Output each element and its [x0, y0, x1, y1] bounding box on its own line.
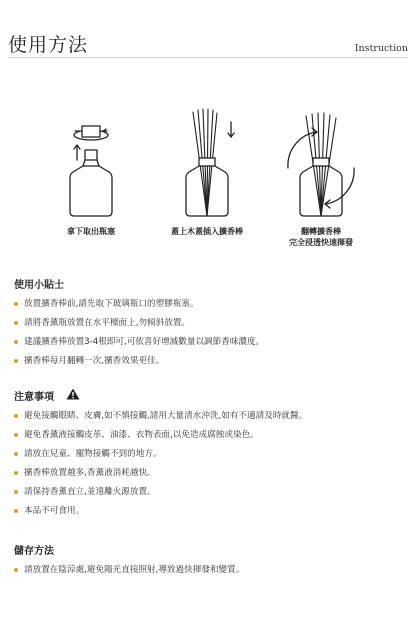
list-item: 請放置在陰涼處,避免陽光直接照射,導致過快揮發和變質。 [14, 564, 406, 576]
list-item: 本品不可食用。 [14, 505, 406, 517]
bullet-icon [14, 340, 18, 344]
list-item: 請將香薰瓶放置在水平檯面上,勿傾斜放置。 [14, 317, 406, 329]
page-title: 使用方法 [8, 34, 89, 56]
list-item: 請放在兒童、寵物接觸不到的地方。 [14, 448, 406, 460]
tips-section [14, 276, 406, 367]
page-subtitle: Instruction [354, 43, 408, 54]
list-item: 建議擴香棒放置3-4根即可,可依喜好增減數量以調節香味濃度。 [14, 336, 406, 348]
storage-section [14, 542, 406, 576]
step-label: 蓋上木蓋插入擴香棒 [171, 227, 243, 236]
notes-title-row [14, 388, 406, 402]
bullet-icon [14, 302, 18, 306]
bottle-cap-removal-icon [51, 108, 131, 220]
step-insert-reeds [152, 108, 262, 237]
bullet-icon [14, 359, 18, 363]
step-remove-stopper [36, 108, 146, 237]
step-label: 拿下取出瓶塞 [67, 227, 115, 236]
notes-list [14, 410, 406, 517]
insert-reed-sticks-icon [167, 108, 247, 220]
list-item: 請保持香薰直立,並遠離火源放置。 [14, 486, 406, 498]
bullet-icon [14, 471, 18, 475]
bullet-icon [14, 490, 18, 494]
list-item: 擴香棒每月翻轉一次,擴香效果更佳。 [14, 355, 406, 367]
tips-list [14, 298, 406, 367]
bullet-icon [14, 452, 18, 456]
bullet-icon [14, 509, 18, 513]
step-label: 翻轉擴香棒 完全浸透快速揮發 [289, 227, 353, 247]
list-item: 避免香薰液接觸皮革、油漆、衣物表面,以免造成腐蝕或染色。 [14, 429, 406, 441]
bullet-icon [14, 414, 18, 418]
page-header [8, 30, 408, 60]
instruction-steps [0, 108, 416, 268]
list-item: 放置擴香棒前,請先取下玻璃瓶口的塑膠瓶塞。 [14, 298, 406, 310]
bullet-icon [14, 568, 18, 572]
list-item: 避免接觸眼睛、皮膚,如不慎接觸,請用大量清水沖洗,如有不適請及時就醫。 [14, 410, 406, 422]
header-divider [8, 57, 408, 58]
warning-icon [66, 388, 80, 403]
tips-title: 使用小貼士 [14, 279, 64, 291]
notes-section [14, 388, 406, 517]
storage-list [14, 564, 406, 576]
flip-reeds-icon [276, 108, 366, 220]
bullet-icon [14, 321, 18, 325]
storage-title: 儲存方法 [14, 545, 54, 557]
bullet-icon [14, 433, 18, 437]
notes-title: 注意事項 [14, 391, 54, 403]
list-item: 擴香棒放置越多,香薰液消耗越快。 [14, 467, 406, 479]
step-flip-reeds [266, 108, 376, 248]
